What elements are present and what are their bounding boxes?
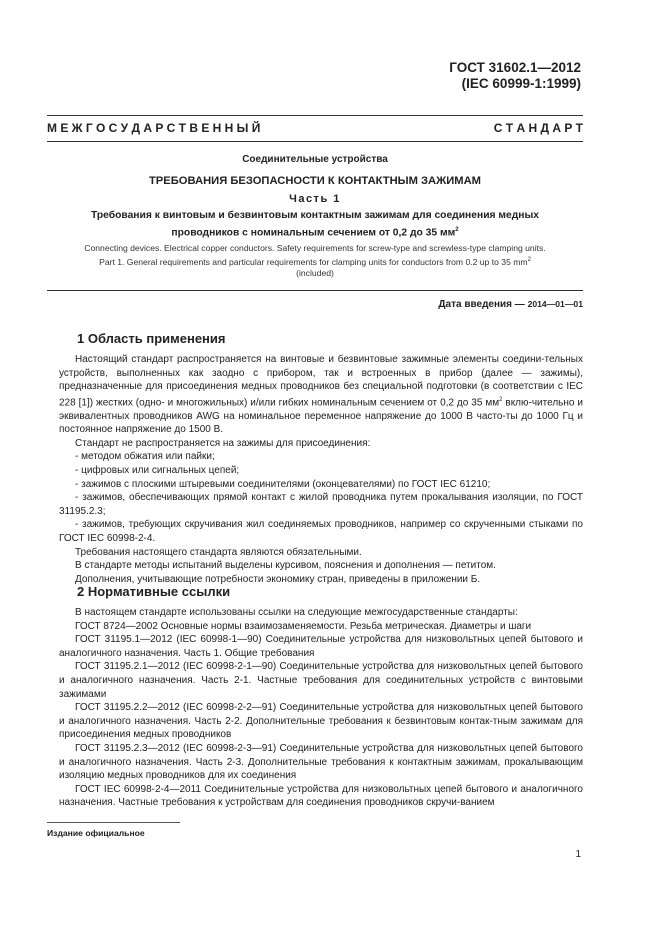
paragraph: В стандарте методы испытаний выделены курсивом, пояснения и дополнения — петитом.	[75, 560, 496, 572]
list-item: - зажимов, требующих скручивания жил соединяемых проводников, например со скрученными стыками по ГОСТ IEC 60998-2-4.	[59, 519, 583, 545]
subtitle-line-1: Требования к винтовым и безвинтовым контактным зажимам для соединения медных	[90, 210, 540, 221]
paragraph: Дополнения, учитывающие потребности экономику стран, приведены в приложении Б.	[75, 573, 481, 585]
paragraph: Настоящий стандарт распространяется на винтовые и безвинтовые зажимные элементы соедини-тельных устройств, выполненных как заодно с прибором, так и встроенных в прибор (далее — зажимы), предназначенные для присоединения медных проводников без специальной подготовки (в соответствии с IEC 228 [1]) жестких (одно- и многожильных) и/или гибких номинальным сечением от 0,2 до 35 $мм^2$ вклю-чительно и эквивалентных проводников AWG на номинальное переменное напряжение до 1000 В часто-ты до 1000 Гц и постоянное напряжение до 1500 В.	[59, 354, 584, 436]
title-line-2: ТРЕБОВАНИЯ БЕЗОПАСНОСТИ К КОНТАКТНЫМ ЗАЖИМАМ	[148, 175, 482, 187]
reference-item: ГОСТ 31195.1—2012 (IEC 60998-1—90) Соединительные устройства для низковольтных цепей бытового и аналогичного назначения. Часть 1. Общие требования	[59, 634, 583, 659]
reference-item: ГОСТ 31195.2.1—2012 (IEC 60998-2-1—90) Соединительные устройства для низковольтных цепей бытового и аналогичного назначения. Часть 2-1. Частные требования для соединительных устройств с винтовыми зажимами	[59, 661, 583, 700]
footer-rule	[47, 822, 180, 823]
list-item: - цифровых или сигнальных цепей;	[75, 465, 240, 477]
section-2-heading: 2 Нормативные ссылки	[77, 584, 231, 599]
reference-item: ГОСТ 31195.2.2—2012 (IEC 60998-2-2—91) Соединительные устройства для низковольтных цепей бытового и аналогичного назначения. Часть 2-2. Дополнительные требования к безвинтовым контак-тным зажимам для присоединения медных проводников	[59, 702, 583, 741]
introduction-date	[438, 299, 583, 310]
date-value: 2014—01—01	[527, 299, 583, 309]
standard-banner	[47, 121, 583, 139]
date-rule	[47, 290, 583, 291]
list-item: - методом обжатия или пайки;	[75, 451, 215, 463]
reference-item: ГОСТ 8724—2002 Основные нормы взаимозаменяемости. Резьба метрическая. Диаметры и шаги	[75, 620, 532, 632]
title-line-1: Соединительные устройства	[242, 154, 388, 165]
banner-word-interstate: М Е Ж Г О С У Д А Р С Т В Е Н Н Ы Й	[47, 121, 261, 135]
section-2-body	[59, 606, 583, 810]
banner-word-standard: С Т А Н Д А Р Т	[493, 121, 583, 135]
english-title	[40, 243, 590, 279]
list-item: - зажимов, обеспечивающих прямой контакт с жилой проводника путем прокалывания изоляции, по ГОСТ 31195.2.3;	[59, 492, 583, 517]
gost-number: ГОСТ 31602.1—2012	[449, 60, 581, 75]
english-title-line-2: Part 1. General requirements and particular requirements for clamping units for conductors from 0.2 up to 35 $mm^2$	[99, 256, 531, 267]
page-number: 1	[575, 849, 581, 860]
document-code	[449, 60, 581, 92]
english-title-line-3: (included)	[296, 267, 334, 278]
date-label: Дата введения —	[438, 299, 525, 310]
banner-top-rule	[47, 115, 583, 116]
banner-bottom-rule	[47, 141, 583, 142]
paragraph: Требования настоящего стандарта являются обязательными.	[75, 546, 362, 558]
subtitle-line-2: проводников с номинальным сечением от 0,2 до 35 $мм^2$	[171, 227, 459, 239]
reference-item: ГОСТ IEC 60998-2-4—2011 Соединительные устройства для низковольтных цепей бытового и аналогичного назначения. Частные требования к устройствам для соединения проводников скручи-ванием	[59, 783, 583, 809]
subtitle	[47, 209, 583, 240]
paragraph: В настоящем стандарте использованы ссылки на следующие межгосударственные стандарты:	[75, 607, 518, 618]
list-item: - зажимов с плоскими штыревыми соединителями (оконцевателями) по ГОСТ IEC 61210;	[75, 478, 491, 490]
section-1-heading: 1 Область применения	[77, 331, 226, 346]
iec-number: (IEC 60999-1:1999)	[461, 76, 581, 91]
title-part: Часть 1	[289, 193, 341, 205]
paragraph: Стандарт не распространяется на зажимы для присоединения:	[75, 437, 371, 449]
english-title-line-1: Connecting devices. Electrical copper conductors. Safety requirements for screw-type and screwless-type clamping units.	[84, 243, 546, 253]
edition-label: Издание официальное	[47, 828, 145, 838]
section-1-body	[59, 353, 583, 586]
reference-item: ГОСТ 31195.2.3—2012 (IEC 60998-2-3—91) Соединительные устройства для низковольтных цепей бытового и аналогичного назначения. Часть 2-3. Дополнительные требования к контактным зажимам, прокалывающим изоляцию медных проводников для их соединения	[59, 742, 583, 782]
